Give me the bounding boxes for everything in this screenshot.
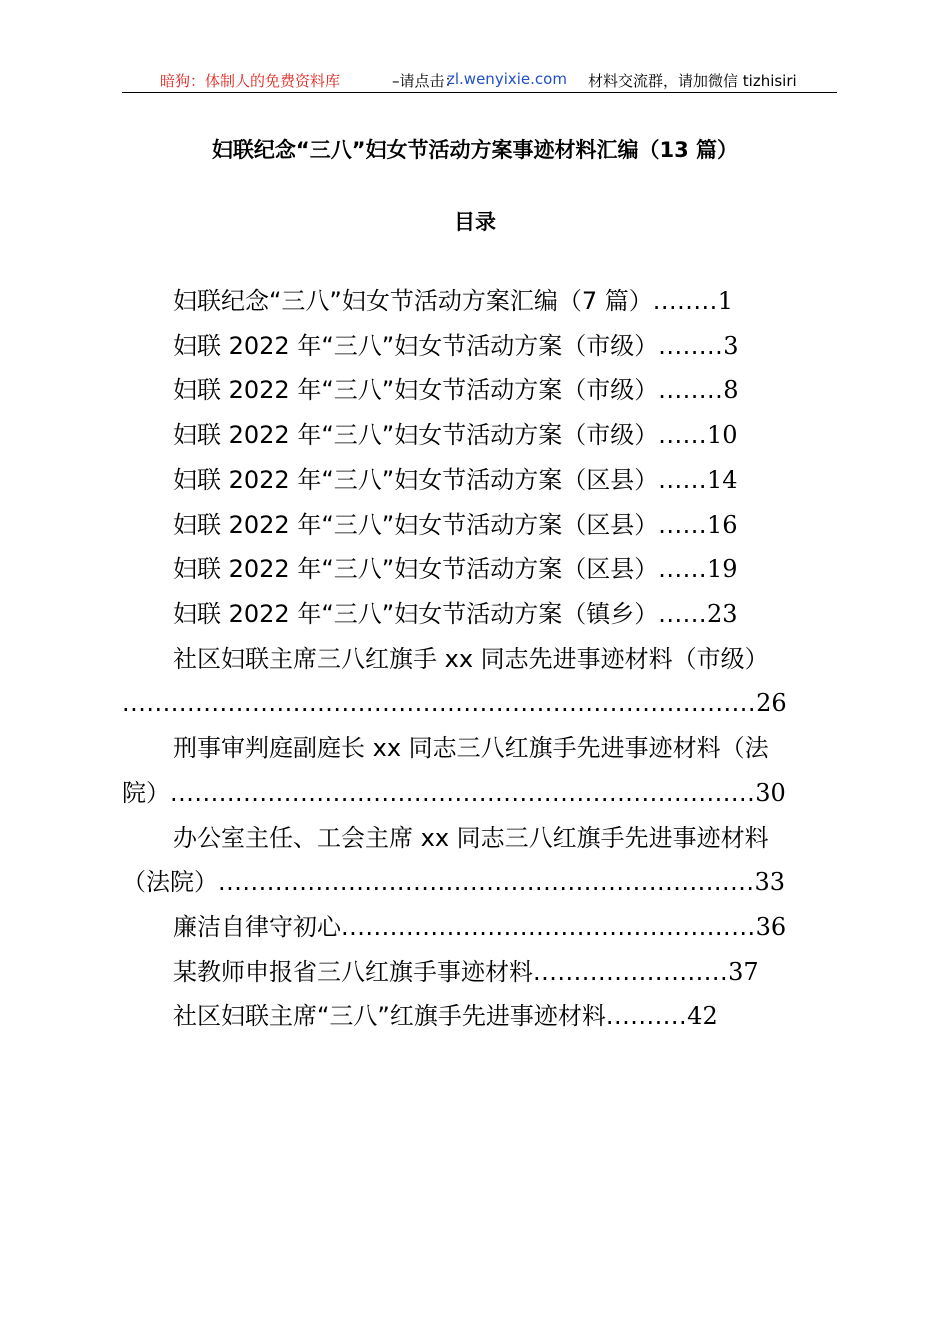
page-header bbox=[122, 68, 837, 93]
toc-entry-text: 妇联 2022 年“三八”妇女节活动方案（市级） bbox=[173, 332, 659, 360]
toc-entry[interactable] bbox=[173, 420, 738, 450]
toc-entry-line1[interactable] bbox=[173, 823, 769, 853]
toc-entry-text: 妇联 2022 年“三八”妇女节活动方案（镇乡） bbox=[173, 600, 659, 628]
document-title: 妇联纪念“三八”妇女节活动方案事迹材料汇编（13 篇） bbox=[211, 138, 739, 162]
toc-entry-text: 廉洁自律守初心 bbox=[173, 913, 341, 941]
toc-entry-text: 办公室主任、工会主席 xx 同志三八红旗手先进事迹材料 bbox=[173, 824, 769, 852]
toc-leader-dots: .............................................................................. bbox=[122, 689, 757, 717]
toc-page-number: 23 bbox=[706, 600, 738, 628]
toc-page-number: 14 bbox=[706, 466, 738, 494]
toc-leader-dots: ................................................... bbox=[341, 913, 756, 941]
toc-leader-dots: ...... bbox=[658, 421, 707, 449]
toc-entry-text: 妇联纪念“三八”妇女节活动方案汇编（7 篇） bbox=[173, 287, 653, 315]
toc-page-number: 42 bbox=[687, 1002, 718, 1030]
toc-entry-text-cont: 院） bbox=[122, 779, 170, 807]
toc-entry[interactable] bbox=[173, 554, 738, 584]
toc-entry[interactable] bbox=[173, 465, 738, 495]
toc-entry-text: 妇联 2022 年“三八”妇女节活动方案（市级） bbox=[173, 376, 659, 404]
toc-leader-dots: .......... bbox=[605, 1002, 688, 1030]
toc-entry-text: 社区妇联主席三八红旗手 xx 同志先进事迹材料（市级） bbox=[173, 645, 769, 673]
toc-entry-text: 妇联 2022 年“三八”妇女节活动方案（市级） bbox=[173, 421, 659, 449]
toc-entry[interactable] bbox=[173, 286, 733, 316]
toc-leader-dots: ...... bbox=[658, 511, 707, 539]
toc-entry-line2[interactable] bbox=[122, 688, 787, 718]
toc-entry[interactable] bbox=[173, 1001, 718, 1031]
toc-leader-dots: ........ bbox=[652, 287, 718, 315]
toc-entry-text: 妇联 2022 年“三八”妇女节活动方案（区县） bbox=[173, 511, 659, 539]
toc-entry[interactable] bbox=[173, 957, 759, 987]
toc-page-number: 33 bbox=[754, 868, 786, 896]
promo-link[interactable]: zl.wenyixie.com bbox=[447, 70, 567, 88]
toc-entry-text: 某教师申报省三八红旗手事迹材料 bbox=[173, 958, 533, 986]
toc-entry-text: 刑事审判庭副庭长 xx 同志三八红旗手先进事迹材料（法 bbox=[173, 734, 769, 762]
toc-entry-line1[interactable] bbox=[173, 733, 769, 763]
toc-entry-text-cont: （法院） bbox=[122, 868, 218, 896]
toc-leader-dots: ........................ bbox=[533, 958, 729, 986]
toc-entry[interactable] bbox=[173, 912, 786, 942]
promo-click-label: –请点击： bbox=[392, 72, 460, 90]
toc-entry-text: 妇联 2022 年“三八”妇女节活动方案（区县） bbox=[173, 466, 659, 494]
toc-entry-line1[interactable] bbox=[173, 644, 769, 674]
toc-page-number: 1 bbox=[717, 287, 734, 315]
toc-entry[interactable] bbox=[173, 375, 739, 405]
toc-page-number: 26 bbox=[756, 689, 787, 717]
toc-entry[interactable] bbox=[173, 331, 739, 361]
toc-entry-line2[interactable] bbox=[122, 867, 785, 897]
toc-entry[interactable] bbox=[173, 599, 738, 629]
toc-leader-dots: ...... bbox=[658, 555, 707, 583]
toc-page-number: 36 bbox=[755, 913, 787, 941]
toc-page-number: 19 bbox=[706, 555, 738, 583]
toc-leader-dots: ........ bbox=[658, 376, 724, 404]
toc-page-number: 10 bbox=[706, 421, 738, 449]
promo-group-text: 材料交流群，请加微信 tizhisiri bbox=[588, 72, 797, 90]
toc-entry-text: 社区妇联主席“三八”红旗手先进事迹材料 bbox=[173, 1002, 606, 1030]
toc-leader-dots: ...... bbox=[658, 600, 707, 628]
toc-entry-line2[interactable] bbox=[122, 778, 786, 808]
toc-leader-dots: ...... bbox=[658, 466, 707, 494]
toc-leader-dots: ........ bbox=[658, 332, 724, 360]
promo-text: 暗狗：体制人的免费资料库 bbox=[160, 72, 341, 90]
toc-entry-text: 妇联 2022 年“三八”妇女节活动方案（区县） bbox=[173, 555, 659, 583]
toc-heading: 目录 bbox=[454, 210, 496, 234]
toc-page-number: 16 bbox=[706, 511, 738, 539]
toc-leader-dots: ........................................................................ bbox=[170, 779, 756, 807]
toc-page-number: 8 bbox=[723, 376, 739, 404]
toc-page-number: 37 bbox=[728, 958, 759, 986]
toc-page-number: 30 bbox=[755, 779, 786, 807]
toc-leader-dots: .................................................................. bbox=[218, 868, 755, 896]
toc-page-number: 3 bbox=[723, 332, 739, 360]
toc-entry[interactable] bbox=[173, 510, 738, 540]
